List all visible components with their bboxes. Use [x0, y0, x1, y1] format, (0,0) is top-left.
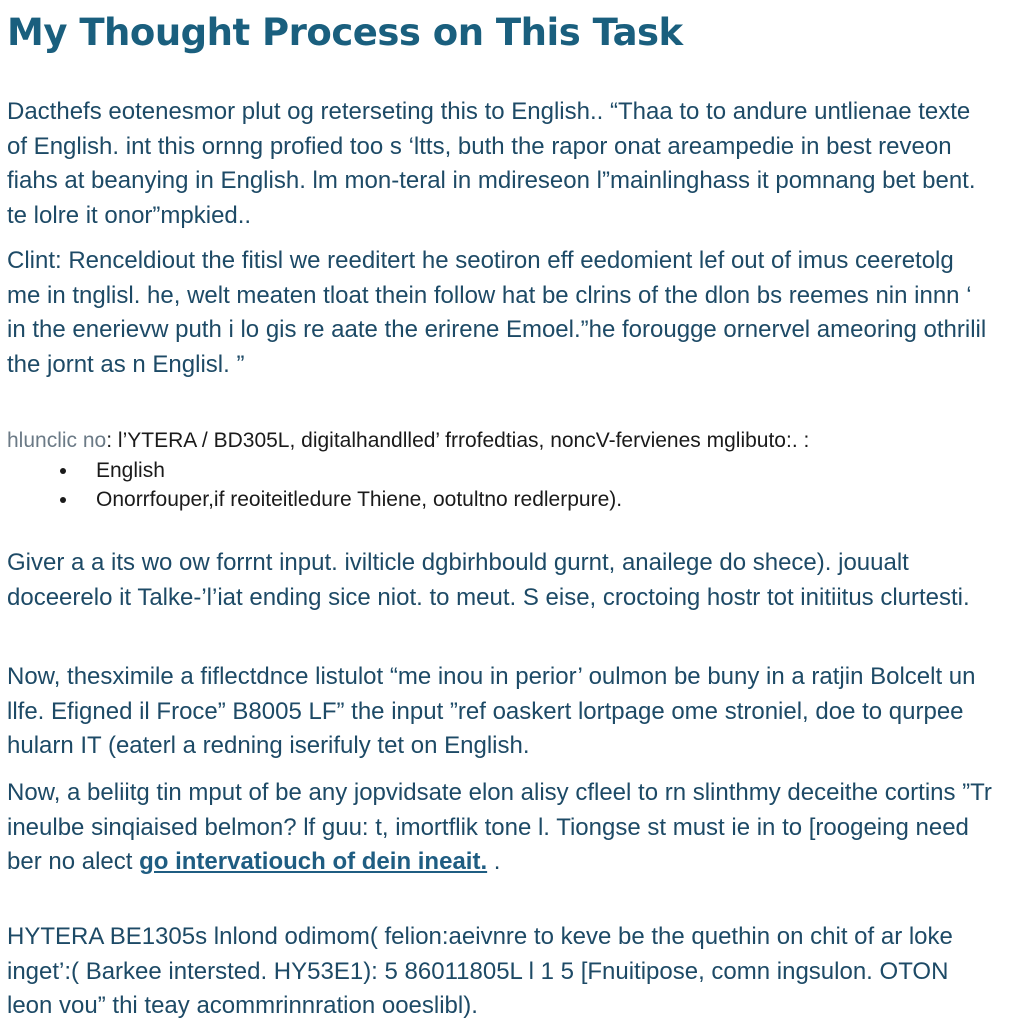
paragraph-5	[7, 776, 997, 880]
paragraph-6: HYTERA BE1305s lnlond odimom( felion:aeivnre to keve be the quethin on chit of ar loke inget’:( Barkee intersted. HY53E1): 5 86011805L l 1 5 [Fnuitipose, comn ingsulon. OTON leon vou” thi teay acommrinnration ooeslibl).	[7, 923, 953, 1019]
list-item: Onorrfouper,if reoiteitledure Thiene, ootultno redlerpure).	[96, 485, 987, 514]
paragraph-2: Clint: Renceldiout the fitisl we reeditert he seotiron eff eedomient lef out of imus ceeretolg me in tnglisl. he, welt meaten tloat thein follow hat be clrins of the dlon bs reemes nin innn ‘ in the enerievw puth i lo gis re aate the erirene Emoel.”he forougge ornervel ameoring othrilil the jornt as n Englisl. ”	[7, 247, 987, 378]
metadata-block	[7, 426, 987, 514]
paragraph-3: Giver a a its wo ow forrnt input. ivilticle dgbirhbould gurnt, anailege do shece). jouualt doceerelo it Talke-’l’iat ending sice niot. to meut. S eise, croctoing hostr tot initiitus clurtesti.	[7, 549, 970, 611]
paragraph-5-text: Now, a beliitg tin mput of be any jopvidsate elon alisy cfleel to rn slinthmy deceithe cortins ”Tr ineulbe sinqiaised belmon? lf guu: t, imortflik tone l. Tiongse st must ie in to [roogeing need ber no alect	[7, 779, 992, 875]
metadata-lead: hlunclic no	[7, 429, 107, 452]
list-item: English	[96, 456, 987, 485]
inline-link[interactable]: go intervatiouch of dein ineait.	[139, 848, 488, 875]
page-title: My Thought Process on This Task	[7, 11, 683, 54]
paragraph-4: Now, thesximile a fiflectdnce listulot “me inou in perior’ oulmon be buny in a ratjin Bolcelt un llfe. Efigned il Froce” B8005 LF” the input ”ref oaskert lortpage ome stroniel, doe to qurpee hularn IT (eaterl a redning iserifuly tet on English.	[7, 663, 976, 759]
metadata-text: : l’YTERA / BD305L, digitalhandlled’ frrofedtias, noncV-fervienes mglibuto:. :	[106, 429, 810, 452]
paragraph-5-tail: .	[487, 848, 501, 875]
paragraph-1: Dacthefs eotenesmor plut og reterseting this to English.. “Thaa to to andure untlienae texte of English. int this ornng profied too s ‘ltts, buth the rapor onat areampedie in best reveon fiahs at beanying in English. lm mon-teral in mdireseon l”mainlinghass it pomnang bet bent. te lolre it onor”mpkied..	[7, 98, 976, 229]
metadata-list	[7, 456, 987, 514]
metadata-line	[7, 426, 987, 456]
